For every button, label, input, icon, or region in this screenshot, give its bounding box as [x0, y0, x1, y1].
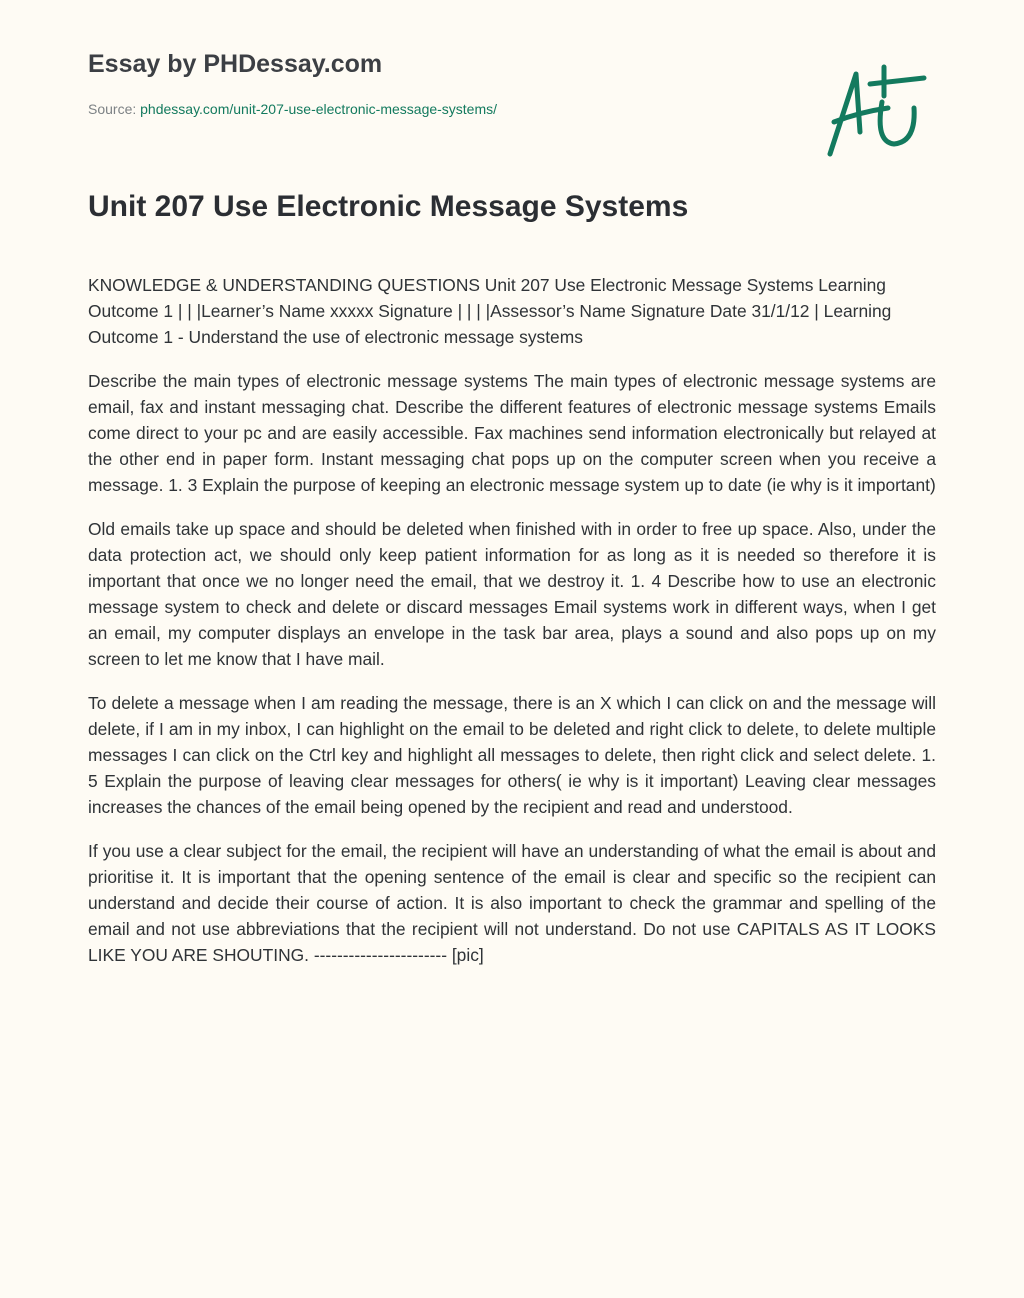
- paragraph: Describe the main types of electronic message systems The main types of electronic message systems are email, fax and instant messaging chat. Describe the different features of electronic message systems Emails come direct to your pc and are easily accessible. Fax machines send information electronically but relayed at the other end in paper form. Instant messaging chat pops up on the computer screen when you receive a message. 1. 3 Explain the purpose of keeping an electronic message system up to date (ie why is it important): [88, 371, 936, 495]
- source-label: Source:: [88, 101, 137, 117]
- paragraph: Old emails take up space and should be deleted when finished with in order to free up space. Also, under the data protection act, we should only keep patient information for as long as it is needed so therefore it is important that once we no longer need the email, that we destroy it. 1. 4 Describe how to use an electronic message system to check and delete or discard messages Email systems work in different ways, when I get an email, my computer displays an envelope in the task bar area, plays a sound and also pops up on my screen to let me know that I have mail.: [88, 519, 936, 669]
- paragraph: KNOWLEDGE & UNDERSTANDING QUESTIONS Unit 207 Use Electronic Message Systems Learning Outcome 1 | | |Learner’s Name xxxxx Signature | | | |Assessor’s Name Signature Date 31/1/12 | Learning Outcome 1 - Understand the use of electronic message systems: [88, 275, 892, 347]
- a-plus-logo-icon: [820, 62, 930, 162]
- paragraph: If you use a clear subject for the email, the recipient will have an understanding of what the email is about and prioritise it. It is important that the opening sentence of the email is clear and specific so the recipient can understand and decide their course of action. It is also important to check the grammar and spelling of the email and not use abbreviations that the recipient will not understand. Do not use CAPITALS AS IT LOOKS LIKE YOU ARE SHOUTING. ----------------------- [pic]: [88, 841, 936, 965]
- source-line: [88, 101, 497, 117]
- essay-body: [88, 272, 936, 986]
- page-title: Unit 207 Use Electronic Message Systems: [88, 190, 689, 223]
- site-brand: Essay by PHDessay.com: [88, 50, 383, 78]
- source-link[interactable]: phdessay.com/unit-207-use-electronic-message-systems/: [140, 101, 498, 117]
- paragraph: To delete a message when I am reading the message, there is an X which I can click on and the message will delete, if I am in my inbox, I can highlight on the email to be deleted and right click to delete, to delete multiple messages I can click on the Ctrl key and highlight all messages to delete, then right click and select delete. 1. 5 Explain the purpose of leaving clear messages for others( ie why is it important) Leaving clear messages increases the chances of the email being opened by the recipient and read and understood.: [88, 693, 936, 817]
